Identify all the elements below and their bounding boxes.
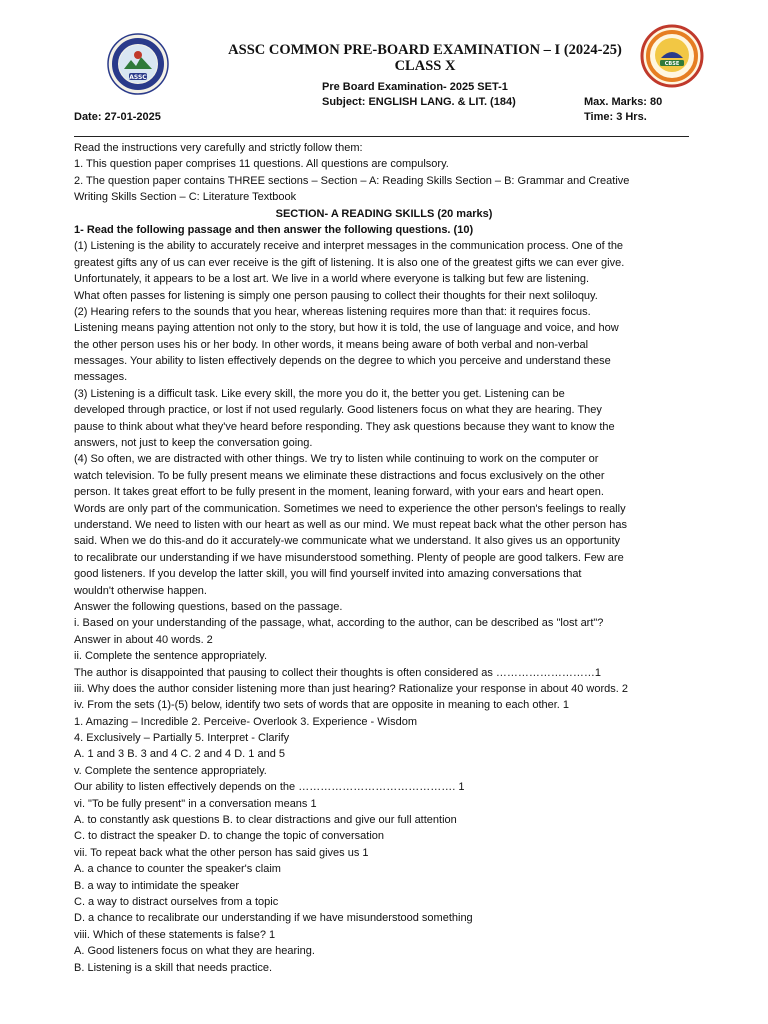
question-option: C. to distract the speaker D. to change the topic of conversation <box>74 830 385 843</box>
exam-time: Time: 3 Hrs. <box>584 111 647 123</box>
question-line: iii. Why does the author consider listening more than just hearing? Rationalize your response in about 40 words. 2 <box>74 682 628 695</box>
passage-line: greatest gifts any of us can ever receive is the gift of listening. It is also one of the greatest gifts we can ever give. <box>74 256 625 269</box>
question-option: A. Good listeners focus on what they are hearing. <box>74 945 315 958</box>
passage-line: messages. <box>74 371 128 384</box>
header-divider <box>74 136 689 137</box>
question-1-heading: 1- Read the following passage and then answer the following questions. (10) <box>74 223 474 236</box>
instruction-line: 2. The question paper contains THREE sections – Section – A: Reading Skills Section – B: Grammar and Creative <box>74 174 630 187</box>
instruction-line: 1. This question paper comprises 11 questions. All questions are compulsory. <box>74 158 449 171</box>
max-marks: Max. Marks: 80 <box>584 96 663 108</box>
question-line: iv. From the sets (1)-(5) below, identify two sets of words that are opposite in meaning to each other. 1 <box>74 699 570 712</box>
question-option: B. Listening is a skill that needs practice. <box>74 961 273 974</box>
passage-line: said. When we do this-and do it accurately-we communicate what we understand. It also gives us an opportunity <box>74 535 621 548</box>
instructions-heading: Read the instructions very carefully and strictly follow them: <box>74 142 363 154</box>
instruction-line: Writing Skills Section – C: Literature Textbook <box>74 191 297 204</box>
exam-title: ASSC COMMON PRE-BOARD EXAMINATION – I (2024-25) <box>228 42 622 58</box>
question-paper-body <box>74 140 694 976</box>
passage-line: understand. We need to listen with our heart as well as our mind. We must repeat back what the other person has <box>74 518 627 531</box>
passage-line: answers, not just to keep the conversation going. <box>74 437 313 450</box>
question-line: The author is disappointed that pausing to collect their thoughts is often considered as ………………………1 <box>74 666 602 679</box>
passage-line: the other person uses his or her body. In other words, it means being aware of both verbal and non-verbal <box>74 338 589 351</box>
passage-line: developed through practice, or lost if not used regularly. Good listeners focus on what they are hearing. They <box>74 404 602 417</box>
passage-line: good listeners. If you develop the latter skill, you will find yourself invited into amazing conversations that <box>74 568 582 581</box>
question-line: vii. To repeat back what the other person has said gives us 1 <box>74 846 369 859</box>
question-option: D. a chance to recalibrate our understanding if we have misunderstood something <box>74 912 473 925</box>
question-line: v. Complete the sentence appropriately. <box>74 764 267 777</box>
passage-line: (2) Hearing refers to the sounds that you hear, whereas listening requires more than that: it requires focus. <box>74 305 591 318</box>
passage-line: person. It takes great effort to be fully present in the moment, leaning forward, with your ears and heart open. <box>74 486 604 499</box>
class-title: CLASS X <box>394 58 456 74</box>
question-option: B. a way to intimidate the speaker <box>74 879 240 892</box>
question-line: ii. Complete the sentence appropriately. <box>74 650 268 663</box>
passage-line: messages. Your ability to listen effectively depends on the degree to which you perceive and understand these <box>74 355 611 368</box>
passage-line: to recalibrate our understanding if we have misunderstood something. Plenty of people are good talkers. Few are <box>74 551 624 564</box>
passage-line: watch television. To be fully present means we eliminate these distractions and focus exclusively on the other <box>74 469 605 482</box>
passage-line: Listening means paying attention not only to the story, but how it is told, the use of language and voice, and how <box>74 322 619 335</box>
passage-line: (4) So often, we are distracted with other things. We try to listen while continuing to work on the computer or <box>74 453 599 466</box>
question-line: i. Based on your understanding of the passage, what, according to the author, can be described as "lost art"? <box>74 617 604 630</box>
passage-line: (3) Listening is a difficult task. Like every skill, the more you do it, the better you get. Listening can be <box>74 387 565 400</box>
question-option: 1. Amazing – Incredible 2. Perceive- Overlook 3. Experience - Wisdom <box>74 715 417 728</box>
passage-line: Unfortunately, it appears to be a lost art. We live in a world where everyone is talking but few are listening. <box>74 273 590 286</box>
passage-line: (1) Listening is the ability to accurately receive and interpret messages in the communication process. One of the <box>74 240 624 253</box>
passage-line: What often passes for listening is simply one person pausing to collect their thoughts for their next soliloquy. <box>74 289 598 302</box>
passage-line: Words are only part of the communication. Sometimes we need to experience the other person's feelings to really <box>74 502 626 515</box>
right-logo-text: CBSE <box>664 61 680 67</box>
question-line: Answer in about 40 words. 2 <box>74 633 213 646</box>
questions-intro: Answer the following questions, based on the passage. <box>74 600 343 613</box>
exam-date: Date: 27-01-2025 <box>74 111 161 123</box>
passage-line: pause to think about what they've heard before responding. They ask questions because they want to know the <box>74 420 615 433</box>
question-option: A. a chance to counter the speaker's claim <box>74 863 281 876</box>
question-option: 4. Exclusively – Partially 5. Interpret - Clarify <box>74 732 290 745</box>
question-option: A. 1 and 3 B. 3 and 4 C. 2 and 4 D. 1 and 5 <box>74 748 285 761</box>
question-option: C. a way to distract ourselves from a topic <box>74 895 279 908</box>
school-logo-icon <box>107 33 169 95</box>
left-logo-text: ASSC <box>129 74 147 81</box>
question-option: A. to constantly ask questions B. to clear distractions and give our full attention <box>74 814 457 827</box>
section-a-heading: SECTION- A READING SKILLS (20 marks) <box>275 207 493 220</box>
question-line: vi. "To be fully present" in a conversation means 1 <box>74 797 317 810</box>
question-line: Our ability to listen effectively depends on the ……………………………………. 1 <box>74 781 465 794</box>
question-line: viii. Which of these statements is false? 1 <box>74 928 276 941</box>
exam-set: Pre Board Examination- 2025 SET-1 <box>322 81 508 93</box>
passage-line: wouldn't otherwise happen. <box>74 584 207 597</box>
subject: Subject: ENGLISH LANG. & LIT. (184) <box>322 96 516 108</box>
